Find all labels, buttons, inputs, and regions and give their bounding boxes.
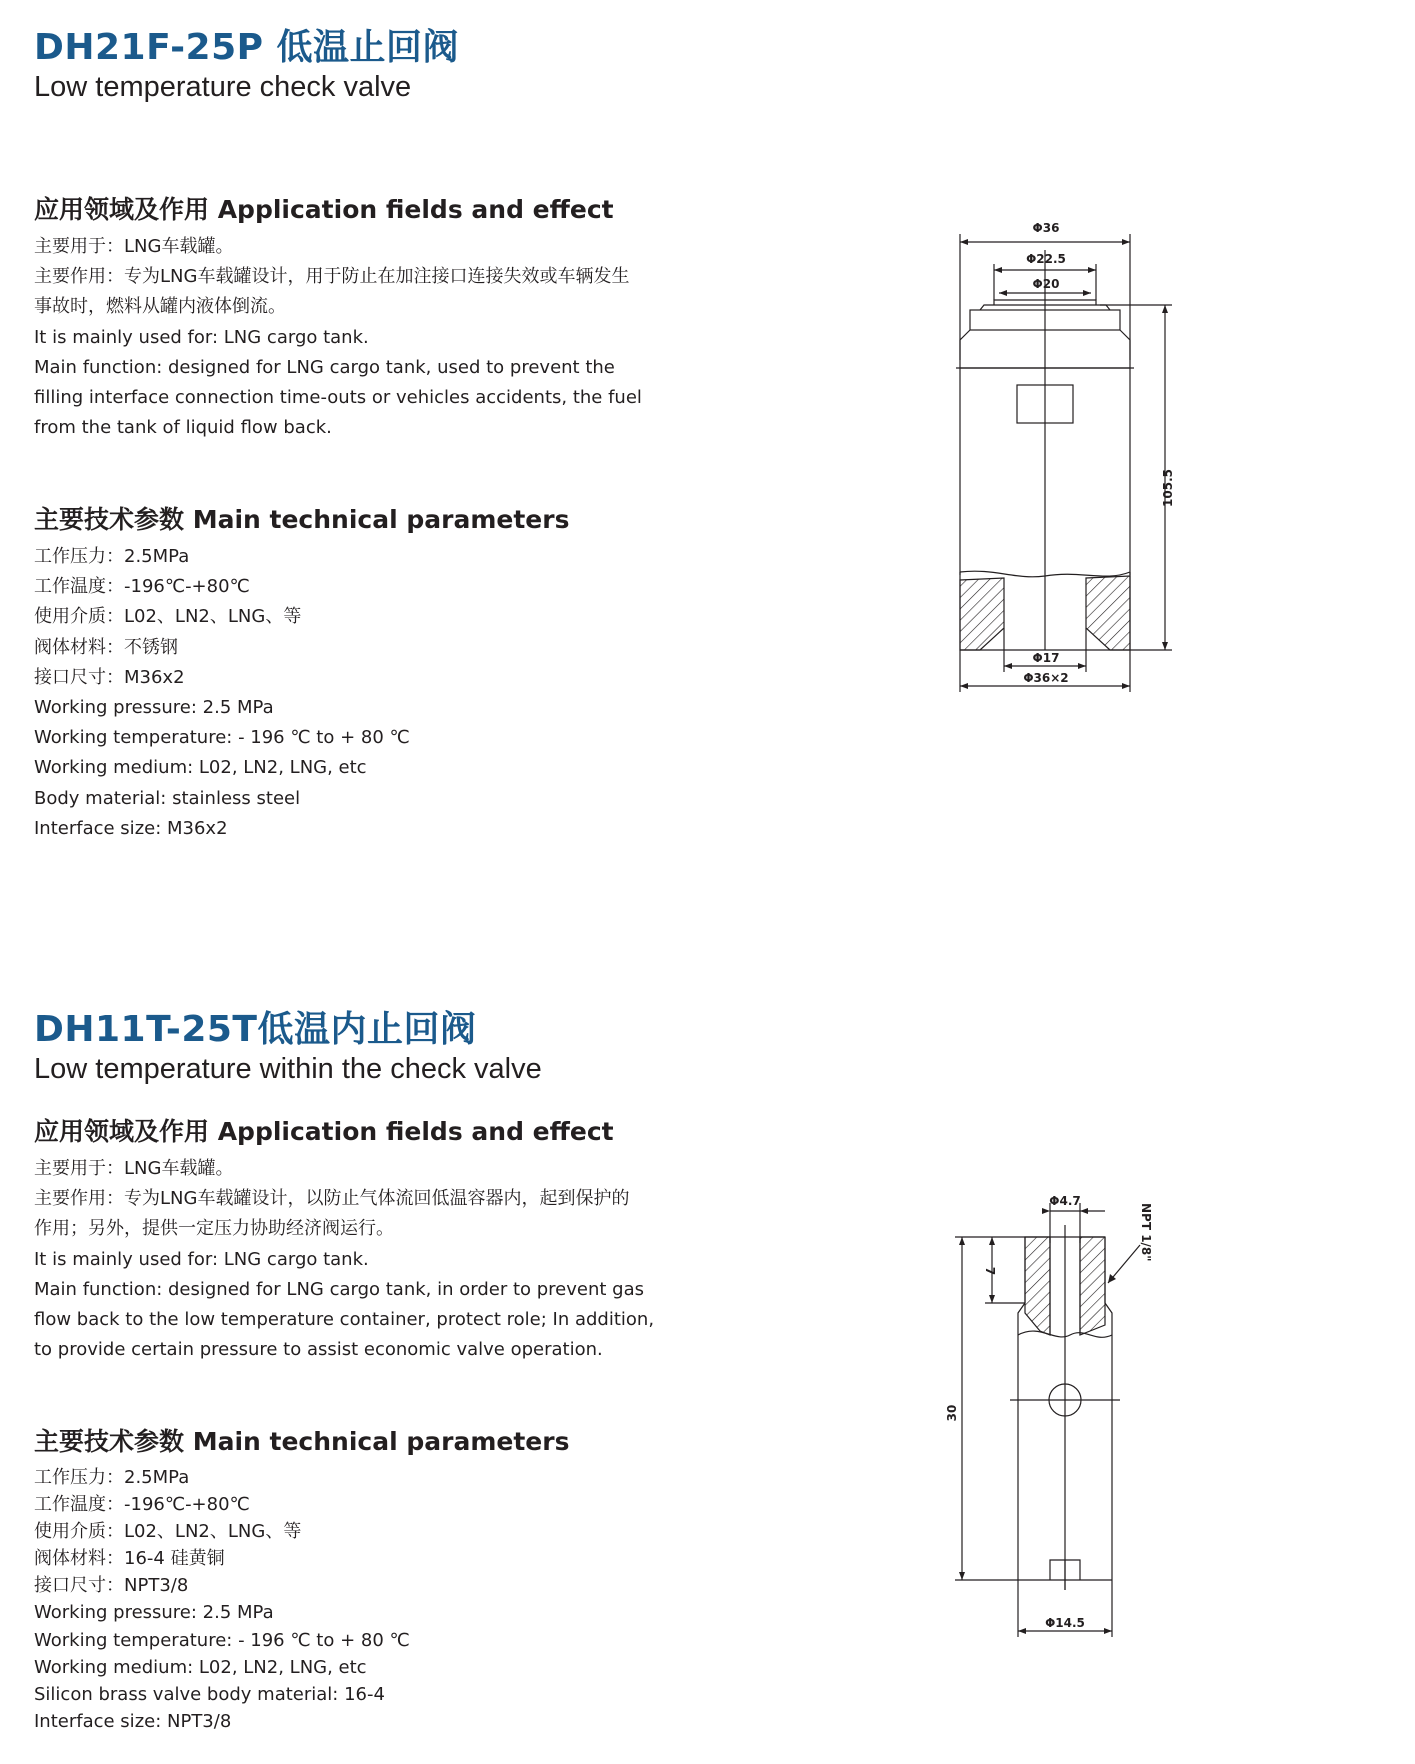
product2-application-list [34, 1154, 754, 1365]
dim-bottom-label: Φ14.5 [1045, 1616, 1085, 1630]
product1-params-list [34, 542, 754, 844]
dim-bottom-outer-label: Φ36×2 [1023, 671, 1069, 685]
dim-height-label: 30 [945, 1404, 959, 1422]
valve1-hatch-right [1086, 576, 1130, 650]
dim-top-outer-label: Φ36 [1032, 221, 1060, 235]
dim-top-mid-label: Φ22.5 [1026, 252, 1066, 266]
product2-params-heading: 主要技术参数 Main technical parameters [34, 1427, 570, 1456]
dim-height-label: 105.5 [1161, 469, 1175, 507]
product2-header [34, 1008, 754, 1086]
param-line: Working temperature: - 196 ℃ to + 80 ℃ [34, 727, 410, 749]
param-line: 工作压力：2.5MPa [34, 1467, 190, 1488]
product2-title: DH11T-25T低温内止回阀 [34, 1009, 477, 1050]
param-line: 接口尺寸：M36x2 [34, 666, 185, 688]
product2-technical-drawing [930, 1185, 1190, 1655]
valve2-hatch-right [1080, 1237, 1105, 1335]
param-line: 工作温度：-196℃-+80℃ [34, 1494, 250, 1516]
product2-parameters [34, 1426, 754, 1735]
application-line: 主要作用：专为LNG车载罐设计，以防止气体流回低温容器内，起到保护的 [34, 1188, 630, 1210]
param-line: Silicon brass valve body material: 16-4 [34, 1683, 385, 1705]
product2-application [34, 1116, 754, 1365]
param-line: 工作温度：-196℃-+80℃ [34, 576, 250, 598]
param-line: Working pressure: 2.5 MPa [34, 1602, 274, 1624]
param-line: 接口尺寸：NPT3/8 [34, 1575, 189, 1597]
param-line: 使用介质：L02、LN2、LNG、等 [34, 1521, 302, 1543]
application-line: It is mainly used for: LNG cargo tank. [34, 326, 369, 348]
param-line: Working pressure: 2.5 MPa [34, 697, 274, 719]
param-line: Working medium: L02, LN2, LNG, etc [34, 757, 367, 779]
dim-top-bore-label: Φ4.7 [1049, 1194, 1081, 1208]
product1-application-list [34, 232, 754, 443]
dim-top-inner-label: Φ20 [1032, 277, 1060, 291]
param-line: Working temperature: - 196 ℃ to + 80 ℃ [34, 1629, 410, 1651]
product1-params-heading: 主要技术参数 Main technical parameters [34, 505, 570, 534]
param-line: 阀体材料：16-4 硅黄铜 [34, 1548, 225, 1570]
param-line: 使用介质：L02、LN2、LNG、等 [34, 606, 302, 628]
application-line: Main function: designed for LNG cargo tank, in order to prevent gas [34, 1278, 645, 1300]
product1-header [34, 26, 754, 104]
dim-thread-label: NPT 1/8" [1139, 1203, 1153, 1262]
application-line: It is mainly used for: LNG cargo tank. [34, 1248, 369, 1270]
application-line: to provide certain pressure to assist economic valve operation. [34, 1339, 603, 1361]
product2-subtitle: Low temperature within the check valve [34, 1053, 542, 1085]
param-line: Working medium: L02, LN2, LNG, etc [34, 1656, 367, 1678]
param-line: 工作压力：2.5MPa [34, 546, 190, 567]
valve1-hatch-left [960, 578, 1004, 650]
param-line: Interface size: M36x2 [34, 817, 228, 839]
product1-technical-drawing [940, 210, 1200, 700]
valve2-drawing-svg [930, 1185, 1190, 1655]
application-line: Main function: designed for LNG cargo tank, used to prevent the [34, 356, 615, 378]
product1-title: DH21F-25P 低温止回阀 [34, 27, 460, 68]
valve2-hatch-left [1025, 1237, 1050, 1335]
dim-depth-label: 7 [983, 1266, 997, 1276]
application-line: from the tank of liquid flow back. [34, 417, 332, 439]
valve1-drawing-svg [940, 210, 1200, 700]
application-line: 作用；另外，提供一定压力协助经济阀运行。 [34, 1218, 394, 1240]
application-line: 主要用于：LNG车载罐。 [34, 236, 234, 257]
param-line: 阀体材料：不锈钢 [34, 636, 178, 658]
product2-params-list [34, 1464, 754, 1735]
param-line: Body material: stainless steel [34, 787, 301, 809]
product1-subtitle: Low temperature check valve [34, 71, 412, 103]
product2-application-heading: 应用领域及作用 Application fields and effect [34, 1117, 614, 1146]
param-line: Interface size: NPT3/8 [34, 1710, 232, 1732]
dim-bottom-inner-label: Φ17 [1032, 651, 1060, 665]
product1-parameters [34, 504, 754, 844]
product1-application [34, 194, 754, 443]
application-line: 事故时，燃料从罐内液体倒流。 [34, 296, 286, 318]
application-line: flow back to the low temperature container, protect role; In addition, [34, 1309, 655, 1331]
application-line: 主要用于：LNG车载罐。 [34, 1158, 234, 1179]
application-line: filling interface connection time-outs or vehicles accidents, the fuel [34, 387, 642, 409]
product1-application-heading: 应用领域及作用 Application fields and effect [34, 195, 614, 224]
application-line: 主要作用：专为LNG车载罐设计，用于防止在加注接口连接失效或车辆发生 [34, 266, 630, 288]
